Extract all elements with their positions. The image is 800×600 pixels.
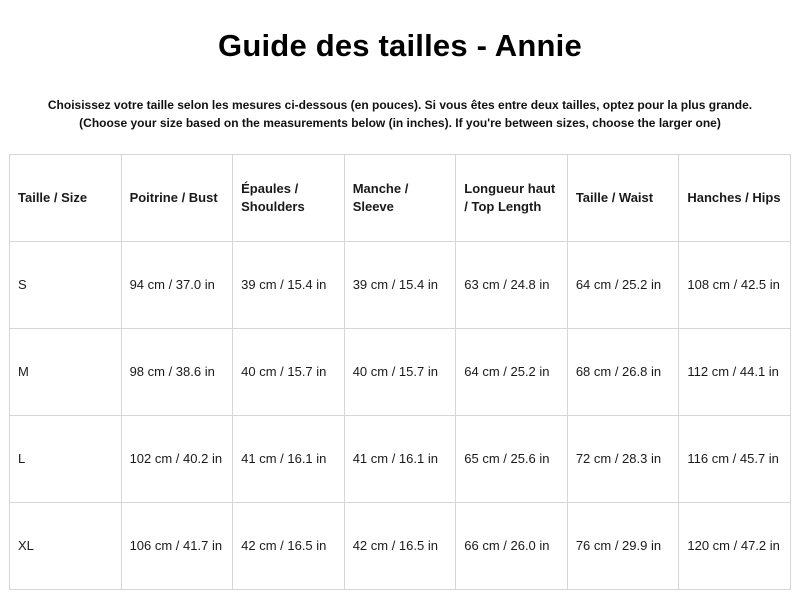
cell-sleeve: 40 cm / 15.7 in <box>344 329 456 416</box>
cell-size: M <box>10 329 122 416</box>
cell-waist: 64 cm / 25.2 in <box>567 242 679 329</box>
cell-shoulders: 42 cm / 16.5 in <box>233 503 345 590</box>
cell-size: L <box>10 416 122 503</box>
cell-bust: 94 cm / 37.0 in <box>121 242 233 329</box>
cell-top-length: 65 cm / 25.6 in <box>456 416 568 503</box>
cell-top-length: 64 cm / 25.2 in <box>456 329 568 416</box>
header-hips: Hanches / Hips <box>679 155 791 242</box>
cell-size: S <box>10 242 122 329</box>
cell-waist: 72 cm / 28.3 in <box>567 416 679 503</box>
cell-shoulders: 40 cm / 15.7 in <box>233 329 345 416</box>
cell-bust: 106 cm / 41.7 in <box>121 503 233 590</box>
cell-hips: 116 cm / 45.7 in <box>679 416 791 503</box>
cell-bust: 98 cm / 38.6 in <box>121 329 233 416</box>
cell-top-length: 63 cm / 24.8 in <box>456 242 568 329</box>
size-instructions <box>0 96 800 132</box>
cell-size: XL <box>10 503 122 590</box>
table-row-s <box>10 242 791 329</box>
header-waist: Taille / Waist <box>567 155 679 242</box>
header-top-length: Longueur haut / Top Length <box>456 155 568 242</box>
cell-shoulders: 39 cm / 15.4 in <box>233 242 345 329</box>
cell-shoulders: 41 cm / 16.1 in <box>233 416 345 503</box>
instructions-english: (Choose your size based on the measurements below (in inches). If you're between sizes, choose the larger one) <box>79 116 721 130</box>
cell-waist: 76 cm / 29.9 in <box>567 503 679 590</box>
instructions-french: Choisissez votre taille selon les mesures ci-dessous (en pouces). Si vous êtes entre deux tailles, optez pour la plus grande. <box>47 98 753 112</box>
header-sleeve: Manche / Sleeve <box>344 155 456 242</box>
header-shoulders: Épaules / Shoulders <box>233 155 345 242</box>
table-row-l <box>10 416 791 503</box>
header-bust: Poitrine / Bust <box>121 155 233 242</box>
table-row-m <box>10 329 791 416</box>
size-chart-table <box>9 154 791 590</box>
cell-hips: 108 cm / 42.5 in <box>679 242 791 329</box>
cell-hips: 120 cm / 47.2 in <box>679 503 791 590</box>
table-header-row <box>10 155 791 242</box>
table-row-xl <box>10 503 791 590</box>
cell-sleeve: 41 cm / 16.1 in <box>344 416 456 503</box>
cell-waist: 68 cm / 26.8 in <box>567 329 679 416</box>
cell-bust: 102 cm / 40.2 in <box>121 416 233 503</box>
header-size: Taille / Size <box>10 155 122 242</box>
cell-sleeve: 42 cm / 16.5 in <box>344 503 456 590</box>
cell-top-length: 66 cm / 26.0 in <box>456 503 568 590</box>
page-title: Guide des tailles - Annie <box>218 28 582 63</box>
cell-sleeve: 39 cm / 15.4 in <box>344 242 456 329</box>
cell-hips: 112 cm / 44.1 in <box>679 329 791 416</box>
